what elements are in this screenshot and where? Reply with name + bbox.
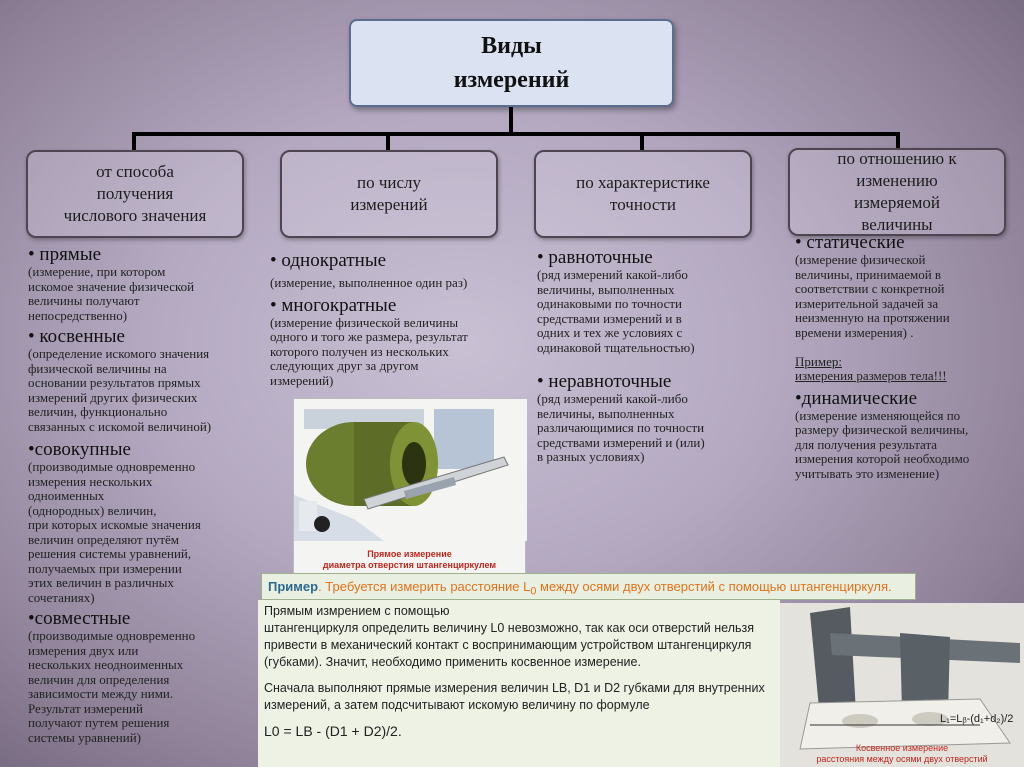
term-direct: • прямые (28, 244, 102, 265)
explanation-formula: L0 = LB - (D1 + D2)/2. (264, 723, 402, 739)
example-bar (261, 573, 916, 600)
explanation-paragraph-2: Сначала выполняют прямые измерения величин LB, D1 и D2 губками для внутренних измерений, а затем подсчитывают искомую величину по формуле (264, 681, 765, 712)
term-static: • статические (795, 232, 905, 253)
term-joint: •совместные (28, 608, 131, 629)
term-dynamic: •динамические (795, 387, 918, 409)
column-change (795, 232, 1024, 481)
column-method (28, 244, 263, 745)
example-static-label: Пример: (795, 353, 842, 369)
photo-indirect-formula: L₁=Lᵦ-(d₁+d₂)/2 (940, 713, 1014, 725)
category-box-change (788, 148, 1006, 236)
category-label: от способа получения числового значения (63, 162, 207, 225)
category-label: по характеристике точности (576, 173, 710, 214)
category-box-accuracy (534, 150, 752, 238)
example-static (795, 340, 1024, 384)
photo-indirect-caption: Косвенное измерение расстояния между осями двух отверстий (816, 743, 988, 764)
category-box-count (280, 150, 498, 238)
photo-indirect-measurement (780, 603, 1024, 767)
example-sub: 0 (530, 585, 537, 598)
column-count (270, 250, 530, 388)
term-unequal: • неравноточные (537, 371, 672, 392)
photo-direct-measurement (293, 398, 526, 576)
category-label: по отношению к изменению измеряемой величины (837, 149, 957, 234)
connector-drop-2 (386, 132, 390, 152)
desc-dynamic: (измерение изменяющейся по размеру физической величины, для получения результата измерения которой необходимо учитывать это изменение) (795, 407, 970, 481)
term-multiple: • многократные (270, 294, 397, 316)
column-accuracy (537, 247, 777, 465)
desc-static: (измерение физической величины, принимаемой в соответствии с конкретной измерительной задачей за неизменную на протяжении времени измерения) . (795, 252, 950, 340)
connector-vertical-main (509, 106, 513, 134)
example-static-text: измерения размеров тела!!! (795, 368, 947, 383)
title-text: Виды измерений (453, 33, 570, 93)
desc-indirect: (определение искомого значения физической величины на основании результатов прямых измерений других физических величин, функционально связанных с искомой величиной) (28, 346, 212, 434)
term-equal: • равноточные (537, 247, 653, 268)
desc-equal: (ряд измерений какой-либо величины, выполненных одинаковыми по точности средствами измерений и в одних и тех же условиях с одинаковой тщательностью) (537, 267, 695, 355)
example-text: . Требуется измерить расстояние L (318, 579, 531, 594)
example-label: Пример (268, 579, 319, 594)
connector-horizontal (132, 132, 900, 136)
term-indirect: • косвенные (28, 326, 125, 347)
category-box-method (26, 150, 244, 238)
category-label: по числу измерений (350, 173, 428, 214)
desc-unequal: (ряд измерений какой-либо величины, выполненных различающимися по точности средствами измерений и (или) в разных условиях) (537, 391, 705, 464)
caliper-direct-illustration (294, 399, 527, 541)
connector-drop-1 (132, 132, 136, 152)
connector-drop-3 (640, 132, 644, 152)
desc-multiple: (измерение физической величины одного и того же размера, результат которого получен из нескольких следующих друг за другом измерений) (270, 314, 468, 388)
title-box (349, 19, 674, 107)
photo-direct-caption: Прямое измерение диаметра отверстия штангенциркулем (322, 549, 497, 570)
explanation-panel (258, 600, 780, 767)
desc-single: (измерение, выполненное один раз) (270, 275, 468, 290)
explanation-paragraph-1: Прямым измрением с помощью штангенциркуля определить величину L0 невозможно, так как оси отверстий нельзя привести в механический контакт с воспринимающим устройством штангенциркуля (губками). Значит, необходимо применить косвенное измерение. (264, 604, 755, 669)
term-cumulative: •совокупные (28, 439, 131, 460)
desc-direct: (измерение, при котором искомое значение физической величины получают непосредственно) (28, 264, 195, 323)
example-text-2: между осями двух отверстий с помощью штангенциркуля. (536, 579, 892, 594)
term-single: • однократные (270, 250, 387, 271)
desc-joint: (производимые одновременно измерения двух или нескольких неодноименных величин для определения зависимости между ними. Результат измерений получают путем решения системы уравнений) (28, 628, 196, 745)
desc-cumulative: (производимые одновременно измерения нескольких одноименных (однородных) величин, при которых искомые значения величин определяют путём решения системы уравнений, получаемых при измерении этих величин в различных сочетаниях) (28, 459, 201, 605)
